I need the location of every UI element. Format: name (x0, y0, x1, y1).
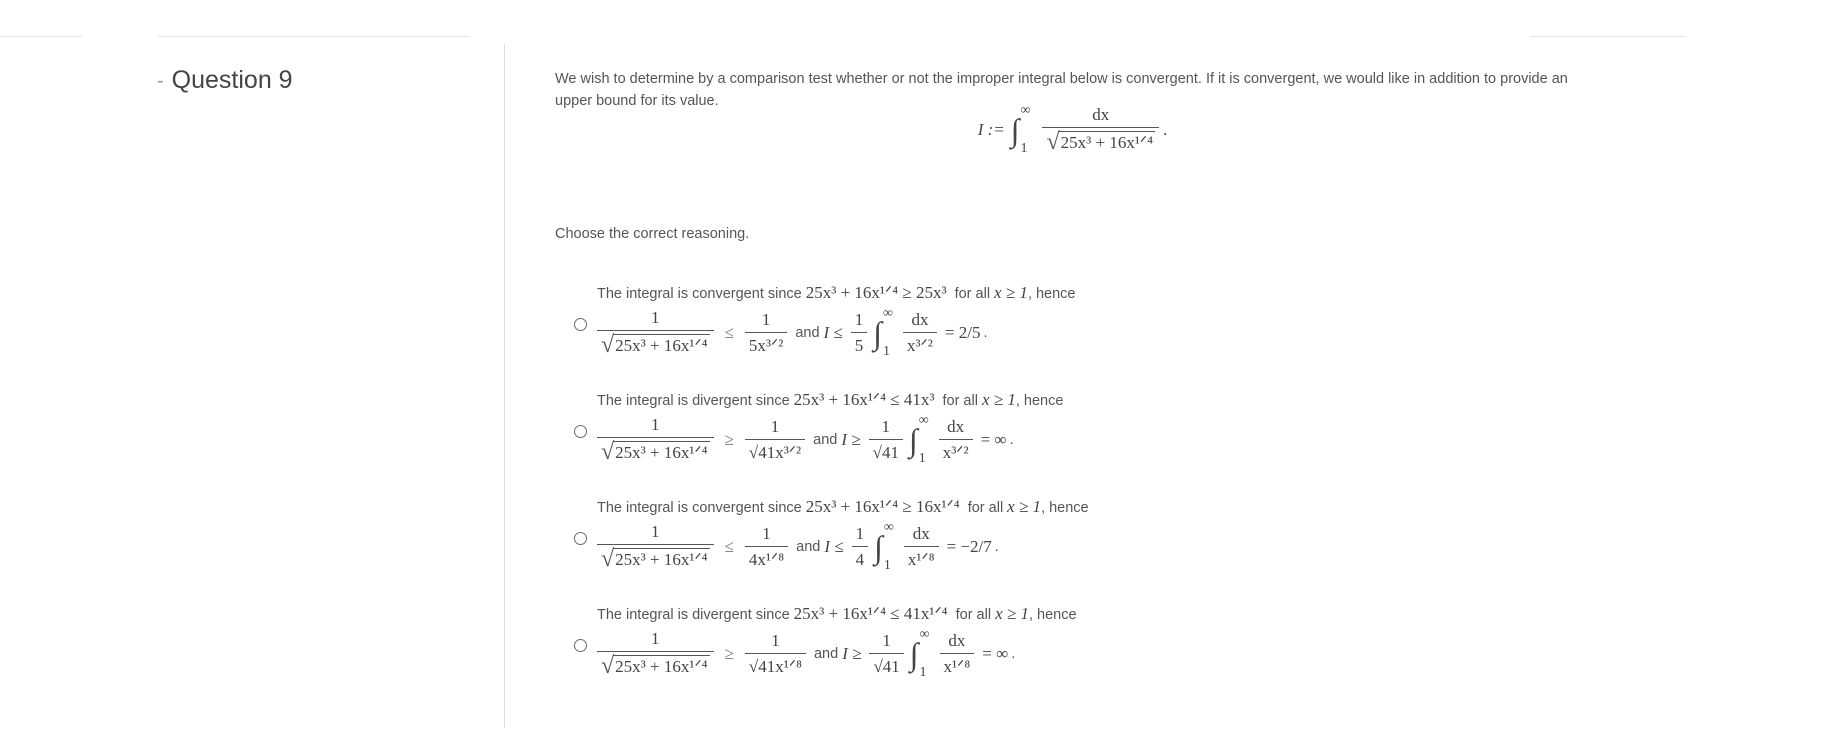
bound-numerator: 1 (770, 416, 780, 436)
answer-options (555, 283, 1590, 711)
bound-denominator: 5x³ᐟ² (748, 335, 784, 355)
option-bound-relation: ≤ (724, 323, 734, 342)
option-prefix: The integral is convergent since (597, 500, 802, 516)
option-prefix: The integral is divergent since (597, 607, 790, 623)
option-radio[interactable] (574, 425, 587, 438)
option-for-all: for all (954, 286, 991, 302)
option-lhs-fraction: 1 √ 25x³ + 16x¹ᐟ⁴ (597, 630, 714, 678)
option-integral-sign: ∫ ∞ 1 (873, 306, 894, 359)
question-title: Question 9 (171, 66, 293, 94)
answer-option-2[interactable] (555, 390, 1590, 497)
integrand-numerator: dx (1092, 105, 1110, 124)
integral-period: . (1163, 120, 1168, 139)
option-inequality: 25x³ + 16x¹ᐟ⁴ ≥ 25x³ (805, 283, 947, 302)
question-intro: We wish to determine by a comparison test whether or not the improper integral below is convergent. If it is convergent, we would like in addition to provide an upper bound for its value. (555, 71, 1568, 109)
option-coef-fraction (869, 418, 903, 463)
coef-denominator: √41 (872, 442, 899, 462)
option-integrand-fraction (940, 632, 975, 677)
option-dx: dx (947, 416, 965, 436)
option-condition: x ≥ 1 (1007, 497, 1042, 516)
option-radio[interactable] (574, 639, 587, 652)
option-I-relation: I ≤ (823, 323, 843, 342)
bound-numerator: 1 (761, 309, 771, 329)
option-upper-limit: ∞ (918, 413, 929, 428)
integral-sign: ∫ ∞ 1 (1010, 103, 1031, 156)
coef-denominator: √41 (873, 656, 900, 676)
coef-numerator: 1 (881, 416, 891, 436)
option-hence: , hence (1015, 393, 1064, 409)
option-period: . (994, 539, 999, 555)
option-for-all: for all (967, 500, 1004, 516)
option-lower-limit: 1 (883, 344, 891, 359)
lhs-radicand: 25x³ + 16x¹ᐟ⁴ (615, 336, 708, 355)
integrand-radicand: 25x³ + 16x¹ᐟ⁴ (1060, 133, 1154, 152)
option-coef-fraction (852, 525, 869, 570)
integral-lhs: I := (977, 120, 1005, 139)
option-bound-relation: ≥ (724, 430, 734, 449)
option-integrand-fraction (939, 418, 973, 463)
option-I-relation: I ≤ (824, 537, 844, 556)
option-prefix: The integral is divergent since (597, 393, 790, 409)
option-result: = ∞ (980, 430, 1007, 449)
integral-upper-limit: ∞ (1020, 103, 1031, 118)
bound-denominator: √41x³ᐟ² (748, 442, 802, 462)
lhs-radicand: 25x³ + 16x¹ᐟ⁴ (615, 443, 708, 462)
option-coef-fraction (851, 311, 868, 356)
option-inequality: 25x³ + 16x¹ᐟ⁴ ≥ 16x¹ᐟ⁴ (805, 497, 960, 516)
option-reasoning (597, 283, 1076, 357)
bound-numerator: 1 (762, 523, 771, 543)
option-bound-fraction (745, 311, 787, 356)
option-reasoning (597, 497, 1089, 571)
option-upper-limit: ∞ (919, 627, 930, 642)
lhs-numerator: 1 (651, 415, 660, 434)
option-lhs-fraction: 1 √ 25x³ + 16x¹ᐟ⁴ (597, 416, 714, 464)
integral-lower-limit: 1 (1020, 141, 1028, 156)
option-hence: , hence (1028, 607, 1077, 623)
top-rule-left (0, 36, 83, 37)
option-lower-limit: 1 (883, 558, 891, 573)
option-inequality: 25x³ + 16x¹ᐟ⁴ ≤ 41x¹ᐟ⁴ (793, 604, 948, 623)
lhs-radicand: 25x³ + 16x¹ᐟ⁴ (615, 657, 708, 676)
option-lhs-fraction: 1 √ 25x³ + 16x¹ᐟ⁴ (597, 523, 714, 571)
lhs-numerator: 1 (651, 629, 660, 648)
coef-numerator: 1 (854, 309, 864, 329)
option-for-all: for all (955, 607, 992, 623)
integrand-fraction: dx √ 25x³ + 16x¹ᐟ⁴ (1042, 106, 1159, 154)
option-for-all: for all (942, 393, 978, 409)
option-dx: dx (911, 309, 929, 329)
collapse-dash-icon[interactable]: - (157, 69, 164, 92)
option-upper-limit: ∞ (883, 306, 894, 321)
option-result: = −2/7 (946, 537, 992, 556)
option-condition: x ≥ 1 (981, 390, 1016, 409)
option-hence: , hence (1041, 500, 1089, 516)
coef-numerator: 1 (855, 523, 865, 543)
answer-option-3[interactable] (555, 497, 1590, 604)
option-bound-relation: ≤ (724, 537, 734, 556)
top-rule-sidebar (157, 36, 469, 37)
option-and: and (813, 432, 838, 448)
option-lower-limit: 1 (918, 451, 926, 466)
coef-denominator: 5 (854, 335, 864, 355)
column-divider (504, 44, 505, 728)
option-reasoning (597, 390, 1063, 464)
option-hence: , hence (1027, 286, 1076, 302)
option-I-relation: I ≥ (841, 430, 861, 449)
option-integral-sign: ∫ ∞ 1 (908, 413, 929, 466)
option-and: and (795, 325, 820, 341)
option-I-relation: I ≥ (842, 644, 862, 663)
option-period: . (1009, 432, 1014, 448)
option-integrand-denominator: x³ᐟ² (907, 335, 933, 355)
coef-numerator: 1 (882, 630, 891, 650)
option-integrand-fraction (903, 311, 937, 356)
option-condition: x ≥ 1 (995, 604, 1029, 623)
lhs-numerator: 1 (651, 308, 660, 327)
answer-option-4[interactable] (555, 604, 1590, 711)
option-reasoning (597, 604, 1077, 678)
bound-denominator: 4x¹ᐟ⁸ (748, 549, 785, 569)
option-upper-limit: ∞ (883, 520, 894, 535)
option-integrand-fraction (904, 525, 939, 570)
option-bound-fraction (745, 525, 788, 570)
bound-numerator: 1 (771, 630, 780, 650)
option-dx: dx (948, 630, 966, 650)
option-prefix: The integral is convergent since (597, 286, 802, 302)
option-coef-fraction (869, 632, 903, 677)
option-lower-limit: 1 (919, 665, 927, 680)
option-integral-sign: ∫ ∞ 1 (909, 627, 930, 680)
option-and: and (796, 539, 821, 555)
integral-display (555, 103, 1590, 156)
option-integral-sign: ∫ ∞ 1 (874, 520, 894, 573)
option-integrand-denominator: x¹ᐟ⁸ (907, 549, 935, 569)
top-rule-right (1530, 36, 1685, 37)
lhs-radicand: 25x³ + 16x¹ᐟ⁴ (615, 550, 708, 569)
coef-denominator: 4 (855, 549, 865, 569)
option-bound-fraction (745, 418, 805, 463)
instruction-text: Choose the correct reasoning. (555, 226, 750, 242)
option-condition: x ≥ 1 (994, 283, 1028, 302)
option-period: . (983, 325, 988, 341)
option-period: . (1011, 646, 1016, 662)
lhs-numerator: 1 (651, 522, 660, 541)
option-integrand-denominator: x³ᐟ² (942, 442, 969, 462)
bound-denominator: √41x¹ᐟ⁸ (748, 656, 802, 676)
option-integrand-denominator: x¹ᐟ⁸ (943, 656, 971, 676)
option-lhs-fraction: 1 √ 25x³ + 16x¹ᐟ⁴ (597, 309, 714, 357)
option-radio[interactable] (574, 318, 587, 331)
option-bound-relation: ≥ (724, 644, 734, 663)
option-result: = 2/5 (944, 323, 981, 342)
option-radio[interactable] (574, 532, 587, 545)
option-result: = ∞ (982, 644, 1009, 663)
option-bound-fraction (745, 632, 806, 677)
option-and: and (813, 646, 839, 662)
option-inequality: 25x³ + 16x¹ᐟ⁴ ≤ 41x³ (793, 390, 935, 409)
answer-option-1[interactable] (555, 283, 1590, 390)
option-dx: dx (912, 523, 930, 543)
question-header[interactable] (157, 66, 293, 95)
